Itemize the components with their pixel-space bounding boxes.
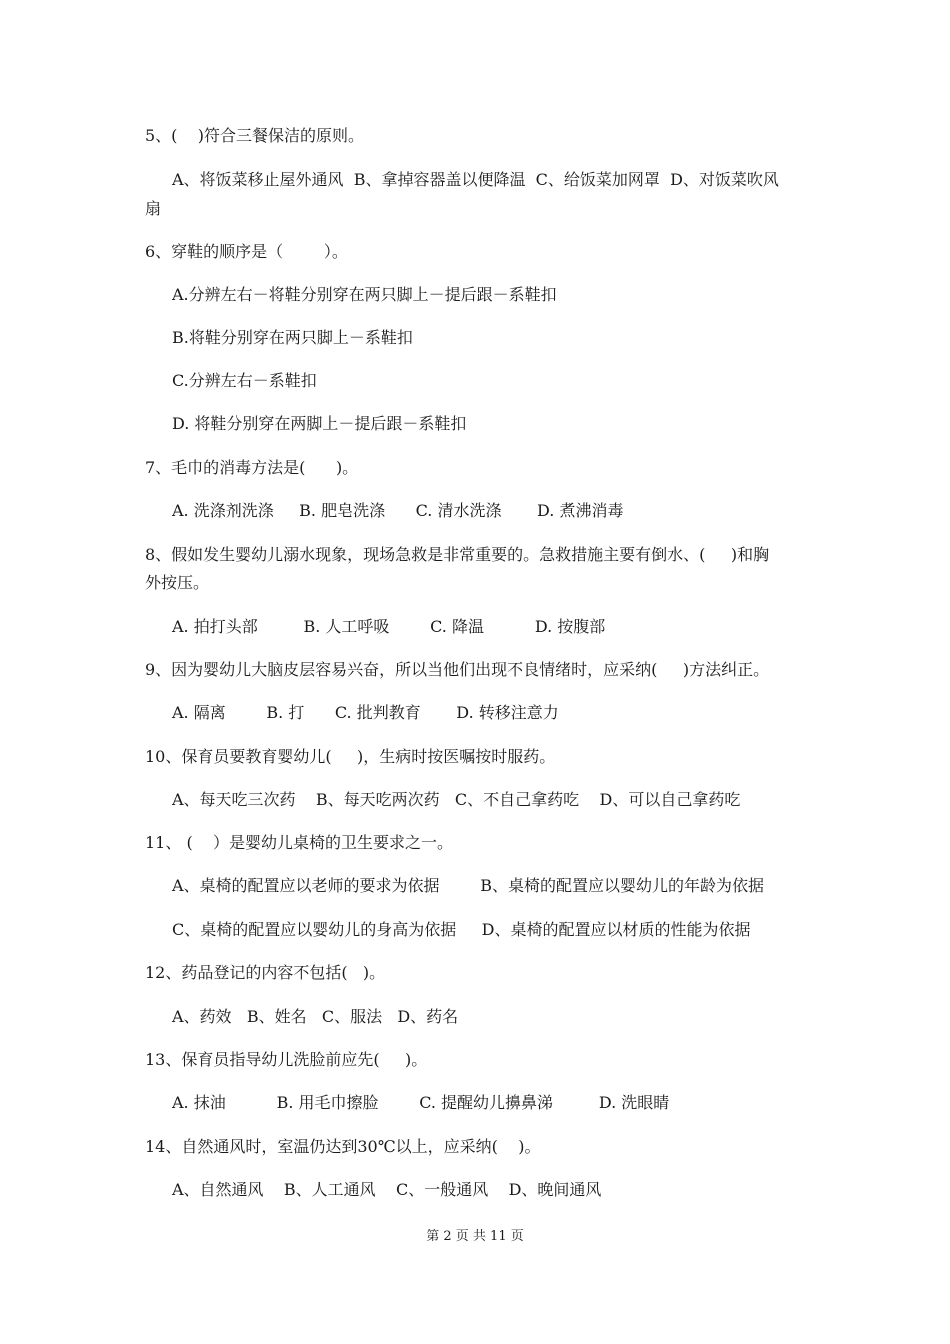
question-10-options: A、每天吃三次药 B、每天吃两次药 C、不自己拿药吃 D、可以自己拿药吃 [172,790,741,809]
question-11-stem: 11、 ( ）是婴幼儿桌椅的卫生要求之一。 [145,833,454,852]
page-footer: 第 2 页 共 11 页 [426,1229,524,1244]
question-5-options-cont: 扇 [145,199,162,218]
question-7-stem: 7、毛巾的消毒方法是( )。 [145,458,359,477]
question-6-stem: 6、穿鞋的顺序是（ ）。 [145,242,348,261]
question-13-stem: 13、保育员指导幼儿洗脸前应先( )。 [145,1050,428,1069]
question-7-options: A. 洗涤剂洗涤 B. 肥皂洗涤 C. 清水洗涤 D. 煮沸消毒 [172,501,624,520]
question-11-options-row1: A、桌椅的配置应以老师的要求为依据 B、桌椅的配置应以婴幼儿的年龄为依据 [172,876,765,895]
question-5-stem: 5、( )符合三餐保洁的原则。 [145,126,365,145]
question-13-options: A. 抹油 B. 用毛巾擦脸 C. 提醒幼儿擤鼻涕 D. 洗眼睛 [172,1093,670,1112]
question-11-options-row2: C、桌椅的配置应以婴幼儿的身高为依据 D、桌椅的配置应以材质的性能为依据 [172,920,751,939]
question-6-option-a: A.分辨左右－将鞋分别穿在两只脚上－提后跟－系鞋扣 [172,285,557,304]
question-8-stem: 8、假如发生婴幼儿溺水现象，现场急救是非常重要的。急救措施主要有倒水、( )和胸 [145,545,770,564]
question-14-options: A、自然通风 B、人工通风 C、一般通风 D、晚间通风 [172,1180,602,1199]
question-6-option-b: B.将鞋分别穿在两只脚上－系鞋扣 [172,328,413,347]
question-5-options: A、将饭菜移止屋外通风 B、拿掉容器盖以便降温 C、给饭菜加网罩 D、对饭菜吹风 [172,170,779,189]
question-8-stem-cont: 外按压。 [145,573,210,592]
question-12-options: A、药效 B、姓名 C、服法 D、药名 [172,1007,459,1026]
question-9-stem: 9、因为婴幼儿大脑皮层容易兴奋，所以当他们出现不良情绪时，应采纳( )方法纠正。 [145,660,770,679]
question-6-option-d: D. 将鞋分别穿在两脚上－提后跟－系鞋扣 [172,414,467,433]
question-14-stem: 14、自然通风时，室温仍达到30℃以上，应采纳( )。 [145,1137,541,1156]
question-10-stem: 10、保育员要教育婴幼儿( )，生病时按医嘱按时服药。 [145,747,556,766]
question-9-options: A. 隔离 B. 打 C. 批判教育 D. 转移注意力 [172,703,559,722]
question-12-stem: 12、药品登记的内容不包括( )。 [145,963,386,982]
question-8-options: A. 拍打头部 B. 人工呼吸 C. 降温 D. 按腹部 [172,617,606,636]
question-6-option-c: C.分辨左右－系鞋扣 [172,371,317,390]
